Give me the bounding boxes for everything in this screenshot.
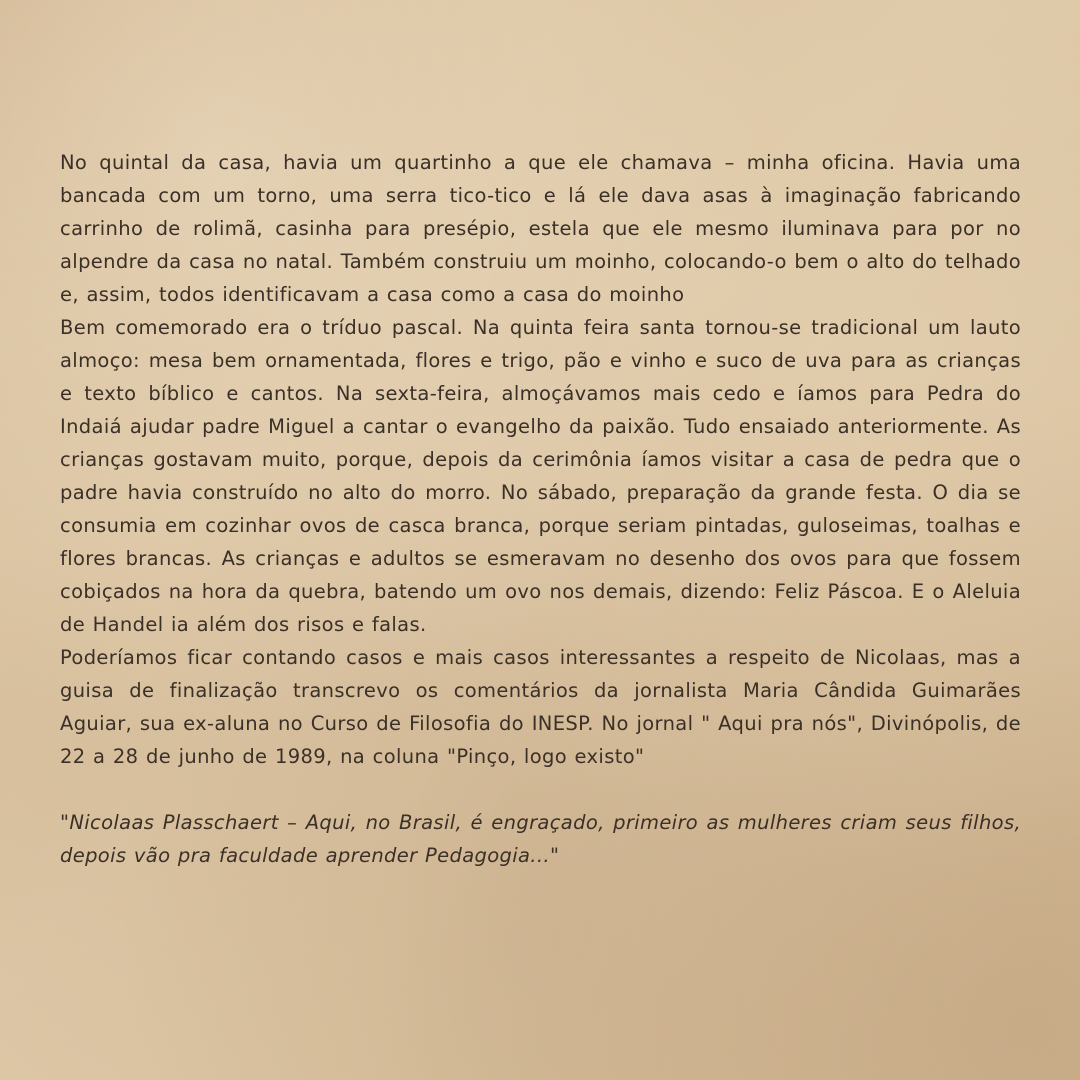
paragraph-spacer xyxy=(60,773,1021,806)
quote-text: "Nicolaas Plasschaert – Aqui, no Brasil, é engraçado, primeiro as mulheres criam seus filhos, depois vão pra faculdade aprender Pedagogia..." xyxy=(60,811,1021,867)
paragraph-finalizacao: Poderíamos ficar contando casos e mais casos interessantes a respeito de Nicolaas, mas a guisa de finalização transcrevo os comentários da jornalista Maria Cândida Guimarães Aguiar, sua ex-aluna no Curso de Filosofia do INESP. No jornal " Aqui pra nós", Divinópolis, de 22 a 28 de junho de 1989, na coluna "Pinço, logo existo" xyxy=(60,646,1021,768)
paragraph-triduo-pascal: Bem comemorado era o tríduo pascal. Na quinta feira santa tornou-se tradicional um lauto almoço: mesa bem ornamentada, flores e trigo, pão e vinho e suco de uva para as crianças e texto bíblico e cantos. Na sexta-feira, almoçávamos mais cedo e íamos para Pedra do Indaiá ajudar padre Miguel a cantar o evangelho da paixão. Tudo ensaiado anteriormente. As crianças gostavam muito, porque, depois da cerimônia íamos visitar a casa de pedra que o padre havia construído no alto do morro. No sábado, preparação da grande festa. O dia se consumia em cozinhar ovos de casca branca, porque seriam pintadas, guloseimas, toalhas e flores brancas. As crianças e adultos se esmeravam no desenho dos ovos para que fossem cobiçados na hora da quebra, batendo um ovo nos demais, dizendo: Feliz Páscoa. E o Aleluia de Handel ia além dos risos e falas. xyxy=(60,316,1021,636)
paragraph-oficina: No quintal da casa, havia um quartinho a que ele chamava – minha oficina. Havia uma bancada com um torno, uma serra tico-tico e lá ele dava asas à imaginação fabricando carrinho de rolimã, casinha para presépio, estela que ele mesmo iluminava para por no alpendre da casa no natal. Também construiu um moinho, colocando-o bem o alto do telhado e, assim, todos identificavam a casa como a casa do moinho xyxy=(60,151,1021,306)
document-body xyxy=(60,146,1021,872)
